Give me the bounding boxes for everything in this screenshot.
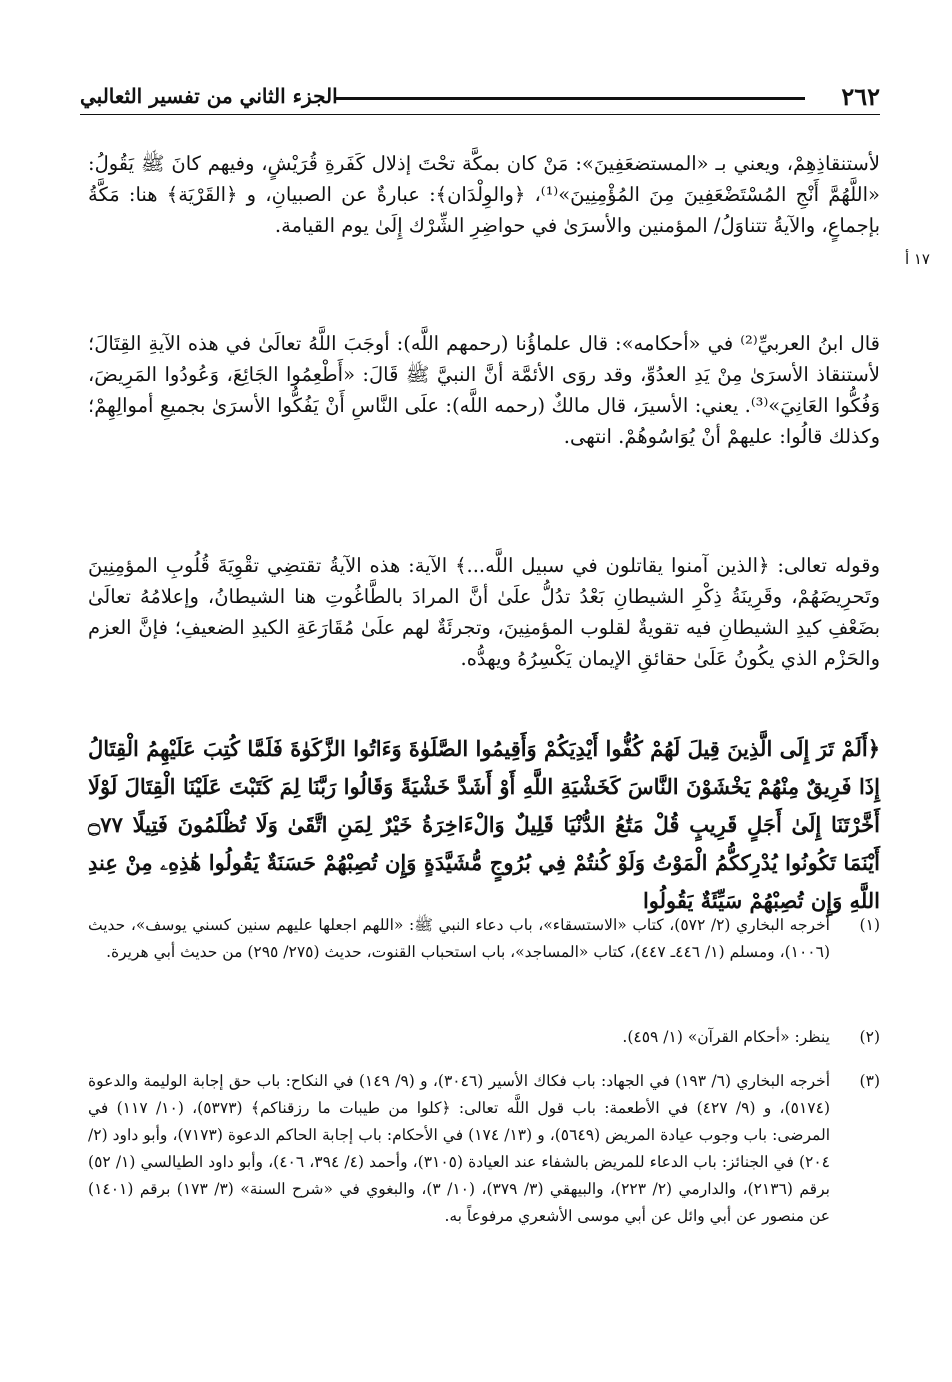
header-rule (335, 97, 805, 100)
page-number: ٢٦٢ (841, 82, 880, 111)
footnote-text: ينظر: «أحكام القرآن» (١/ ٤٥٩). (622, 1028, 830, 1046)
footnote-text: أخرجه البخاري (٢/ ٥٧٢)، كتاب «الاستسقاء»، باب دعاء النبي ﷺ: «اللهم اجعلها عليهم سنين كسني يوسف»، حديث (١٠٠٦)، ومسلم (١/ ٤٤٦ـ ٤٤٧)، كتاب «المساجد»، باب استحباب القنوت، حديث (٢٧٥/ ٢٩٥) من حديث أبي هريرة. (88, 916, 830, 961)
paragraph-3: وقوله تعالى: ﴿الذين آمنوا يقاتلون في سبيل اللَّه...﴾ الآية: هذه الآيةُ تقتضِي تقْوِيَةَ قُلُوبِ المؤمِنِينَ وتَحرِيضَهُمْ، وقَرِينَةُ ذِكْرِ الشيطانِ بَعْدُ تدُلُّ علَىٰ أنَّ المرادَ بالطَّاغُوتِ هنا الشيطانُ، وإعلامُهُ تعالَىٰ بضَعْفِ كيدِ الشيطانِ فيه تقويةٌ لقلوب المؤمنِينَ، وتجرئَةٌ لهم علَىٰ مُقَارَعَةِ الكيدِ الضعيفِ؛ فإنَّ العزم والحَزْم الذي يكُونُ عَلَىٰ حقائقِ الإيمان يَكْسِرُهُ ويهدُّه. (88, 554, 880, 670)
footnote-number: (٣) (859, 1072, 880, 1090)
paragraph-1: لأستنقاذِهِمْ، ويعني بـ «المستضعَفِينَ»: مَنْ كان بمكَّة تحْتَ إذلال كَفَرةِ قُرَيْشٍ، وفيهم كانَ ﷺ يَقُولُ: «اللَّهُمَّ أَنْجِ المُسْتَضْعَفِينَ مِنَ المُؤْمِنِينَ»⁽¹⁾، ﴿والوِلْدَان﴾: عبارةٌ عن الصبيانِ، و ﴿القَرْيَة﴾ هنا: مَكَّةُ بإجماعٍ، والآيةُ تتناوَلُ/ المؤمنين والأسرَىٰ في حواضِرِ الشِّرْك إِلَىٰ يوم القيامة. (88, 152, 880, 237)
running-title: الجزء الثاني من تفسير الثعالبي (80, 84, 338, 108)
paragraph-2: قال ابنُ العربيِّ⁽²⁾ في «أحكامه»: قال علماؤُنا (رحمهم اللَّه): أوجَبَ اللَّهُ تعالَىٰ في هذه الآيةِ القِتَالَ؛ لأستنقاذ الأسرَىٰ مِنْ يَدِ العدُوِّ، وقد روَى الأئمَّة أنَّ النبيَّ ﷺ قَالَ: «أَطْعِمُوا الجَائِعَ، وَعُودُوا المَرِيضَ، وَفُكُّوا العَانِيَ»⁽³⁾. يعني: الأسيرَ، قال مالكٌ (رحمه اللَّه): علَى النَّاسِ أَنْ يَفُكُّوا الأسرَىٰ بجميعِ أموالِهِمْ؛ وكذلك قالُوا: عليهمْ أنْ يُوَاسُوهُمْ. انتهى. (88, 332, 881, 448)
page-header (80, 82, 880, 116)
footnote-3 (88, 1068, 880, 1240)
margin-note: ١٧ أ (904, 250, 930, 268)
footnote-2 (88, 1024, 880, 1061)
footnote-1 (88, 912, 880, 976)
footnote-text: أخرجه البخاري (٦/ ١٩٣) في الجهاد: باب فكاك الأسير (٣٠٤٦)، و (٩/ ١٤٩) في النكاح: باب حق إجابة الوليمة والدعوة (٥١٧٤)، و (٩/ ٤٢٧) في الأطعمة: باب قول اللَّه تعالى: ﴿كلوا من طيبات ما رزقناكم﴾ (٥٣٧٣)، (١٠/ ١١٧) في المرضى: باب وجوب عيادة المريض (٥٦٤٩)، و (١٣/ ١٧٤) في الأحكام: باب إجابة الحاكم الدعوة (٧١٧٣)، وأبو داود (٢/ ٢٠٤) في الجنائز: باب الدعاء للمريض بالشفاء عند العيادة (٣١٠٥)، وأحمد (٤/ ٣٩٤، ٤٠٦)، وأبو داود الطيالسي (١/ ٥٢) برقم (٢١٣٦)، والدارمي (٢/ ٢٢٣)، والبيهقي (٣/ ٣٧٩)، (١٠/ ٣)، والبغوي في «شرح السنة» (٣/ ١٧٣) برقم (١٤٠١) عن منصور عن أبي وائل عن أبي موسى الأشعري مرفوعاً به. (88, 1072, 831, 1225)
header-underline (80, 114, 880, 115)
quran-passage: ﴿أَلَمْ تَرَ إِلَى الَّذِينَ قِيلَ لَهُمْ كُفُّوا أَيْدِيَكُمْ وَأَقِيمُوا الصَّلَوٰةَ وَءَاتُوا الزَّكَوٰةَ فَلَمَّا كُتِبَ عَلَيْهِمُ الْقِتَالُ إِذَا فَرِيقٌ مِنْهُمْ يَخْشَوْنَ النَّاسَ كَخَشْيَةِ اللَّهِ أَوْ أَشَدَّ خَشْيَةً وَقَالُوا رَبَّنَا لِمَ كَتَبْتَ عَلَيْنَا الْقِتَالَ لَوْلَا أَخَّرْتَنَا إِلَىٰ أَجَلٍ قَرِيبٍ قُلْ مَتَٰعُ الدُّنْيَا قَلِيلٌ وَالْءَاخِرَةُ خَيْرٌ لِمَنِ اتَّقَىٰ وَلَا تُظْلَمُونَ فَتِيلًا ۝٧٧ أَيْنَمَا تَكُونُوا يُدْرِككُّمُ الْمَوْتُ وَلَوْ كُنتُمْ فِي بُرُوجٍ مُّشَيَّدَةٍ وَإِن تُصِبْهُمْ حَسَنَةٌ يَقُولُوا هَٰذِهِۦ مِنْ عِندِ اللَّهِ وَإِن تُصِبْهُمْ سَيِّئَةٌ يَقُولُوا (88, 736, 880, 913)
footnote-number: (١) (859, 916, 880, 934)
footnote-number: (٢) (859, 1028, 880, 1046)
